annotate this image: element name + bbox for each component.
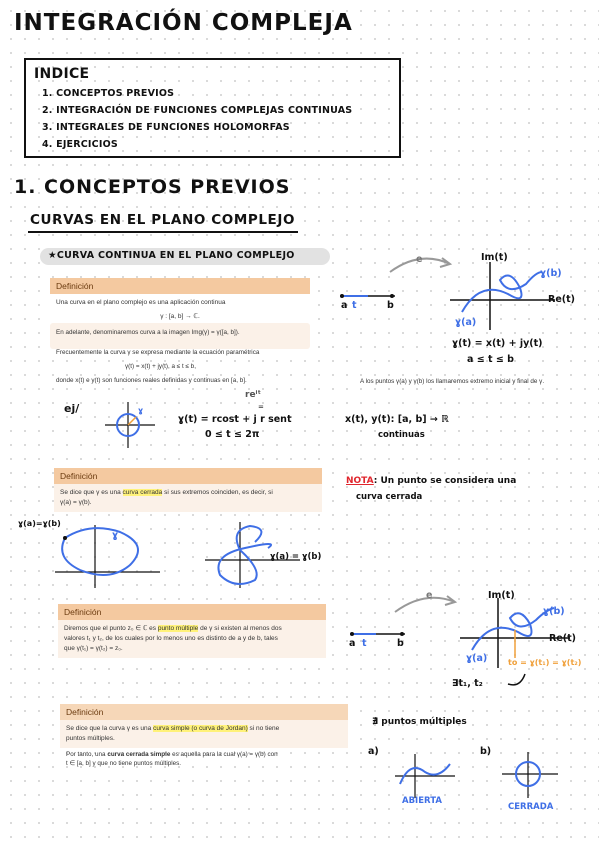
note: [346, 476, 516, 486]
definition-text: que γ(t₁) = γ(t₂) = z₀.: [64, 645, 123, 652]
subsection-title: CURVAS EN EL PLANO COMPLEJO: [30, 212, 296, 228]
gamma-label: ɣ: [138, 406, 144, 415]
example-range: 0 ≤ t ≤ 2π: [205, 429, 260, 440]
xy-functions: x(t), y(t): [a, b] → ℝ: [345, 414, 449, 425]
definition-text: γ(a) = γ(b).: [60, 499, 92, 506]
definition-text: si sus extremos coinciden, es decir, si: [162, 489, 273, 496]
sketch-label-a: a: [349, 638, 356, 649]
curve-sketch-1: [330, 250, 570, 370]
polar-form: reⁱᵗ: [245, 390, 262, 400]
note-label: NOTA: [346, 476, 374, 486]
sketch-label-b: b: [397, 638, 404, 649]
param-range: a ≤ t ≤ b: [467, 354, 514, 365]
sketch-label-e: e: [416, 254, 423, 265]
circle-example-sketch: [100, 400, 160, 450]
definition-card-2: [54, 468, 322, 512]
axis-label-re: Re(t): [548, 294, 575, 305]
axis-label-im: Im(t): [488, 590, 515, 601]
index-item-4: 4. EJERCICIOS: [42, 139, 118, 150]
definition-text: Se dice que la curva γ es una: [66, 725, 154, 732]
case-a-label: a): [368, 746, 379, 757]
definition-card-1: [50, 278, 310, 326]
closed-label-1: ɣ(a)=ɣ(b): [18, 519, 61, 528]
sketch-label-t: t: [362, 638, 367, 649]
case-b-label: b): [480, 746, 492, 757]
note-text-2: curva cerrada: [356, 492, 423, 502]
sketch-label-a: a: [341, 300, 348, 311]
caption: A los puntos γ(a) y γ(b) los llamaremos extremo inicial y final de γ.: [360, 378, 545, 385]
note-text: : Un punto se considera una: [373, 476, 517, 486]
index-item-1: 1. CONCEPTOS PREVIOS: [42, 88, 175, 99]
axis-label-im: Im(t): [481, 252, 508, 263]
definition-formula: γ(t) = x(t) + jy(t), a ≤ t ≤ b,: [125, 363, 196, 370]
definition-text: de γ si existen al menos dos: [198, 625, 282, 632]
param-equation: ɣ(t) = x(t) + jy(t): [452, 338, 543, 349]
index-item-3: 3. INTEGRALES DE FUNCIONES HOLOMORFAS: [42, 122, 290, 133]
closed-label-2: ɣ(a) = ɣ(b): [270, 552, 322, 562]
definition-card-4: [60, 704, 348, 748]
definition-note-block: [50, 323, 310, 349]
highlight-term: curva simple (o curva de Jordan): [153, 725, 248, 732]
highlight-term: punto múltiple: [157, 625, 199, 632]
sketch-label-b: b: [387, 300, 394, 311]
sketch-label-t: t: [352, 300, 357, 311]
example-equation: ɣ(t) = rcost + j r sent: [178, 414, 292, 425]
index-heading: INDICE: [34, 66, 90, 82]
highlight-term: curva cerrada: [122, 489, 163, 496]
definition-text: si no tiene: [247, 725, 280, 732]
definition-text: donde x(t) e y(t) son funciones reales definidas y continuas en [a, b].: [56, 377, 247, 384]
index-item-2: 2. INTEGRACIÓN DE FUNCIONES COMPLEJAS CONTINUAS: [42, 105, 353, 116]
page-title: INTEGRACIÓN COMPLEJA: [14, 10, 353, 36]
gamma-b-label: ɣ(b): [543, 606, 565, 617]
gamma-label: ɣ: [112, 530, 119, 541]
definition-text: Se dice que γ es una: [60, 489, 123, 496]
closed-label: CERRADA: [508, 802, 554, 812]
topic-label: ★CURVA CONTINUA EN EL PLANO COMPLEJO: [48, 250, 295, 261]
definition-text: Frecuentemente la curva γ se expresa mediante la ecuación paramétrica: [56, 349, 260, 356]
multiple-point-label: to = ɣ(t₁) = ɣ(t₂): [508, 658, 582, 667]
definition-text: valores t₁ y t₂, de los cuales por lo menos uno es distinto de a y de b, tales: [64, 635, 278, 642]
definition-text: puntos múltiples.: [66, 735, 115, 742]
definition-header: Definición: [58, 604, 326, 620]
subsection-underline: [28, 231, 298, 233]
axis-label-re: Re(t): [549, 633, 576, 644]
definition-card-3: [58, 604, 326, 658]
continuous-label: continuas: [378, 430, 425, 440]
definition-header: Definición: [60, 704, 348, 720]
example-label: ej/: [64, 402, 80, 415]
open-label: ABIERTA: [402, 796, 442, 806]
section-title: 1. CONCEPTOS PREVIOS: [14, 176, 291, 198]
equals-sign: =: [258, 403, 264, 411]
gamma-a-label: ɣ(a): [466, 653, 488, 664]
definition-header: Definición: [50, 278, 310, 294]
definition-header: Definición: [54, 468, 322, 484]
no-multiple-points-label: ∄ puntos múltiples: [372, 717, 467, 727]
exists-label: ∃t₁, t₂: [452, 678, 483, 689]
definition-text: Por tanto, una curva cerrada simple es aquella para la cual γ(a) = γ(b) con t ∈ [a, b] y que no tiene puntos múltiples.: [66, 751, 278, 767]
gamma-a-label: ɣ(a): [455, 317, 477, 328]
definition-text: Diremos que el punto z₀ ∈ ℂ es: [64, 625, 158, 632]
definition-text: Una curva en el plano complejo es una aplicación continua: [56, 299, 226, 306]
gamma-b-label: ɣ(b): [540, 268, 562, 279]
simple-curve-sketches: [390, 750, 570, 800]
sketch-label-e: e: [426, 590, 433, 601]
definition-formula: γ : [a, b] → ℂ.: [160, 313, 200, 320]
definition-text: En adelante, denominaremos curva a la imagen Img(γ) = γ([a, b]).: [56, 329, 240, 336]
